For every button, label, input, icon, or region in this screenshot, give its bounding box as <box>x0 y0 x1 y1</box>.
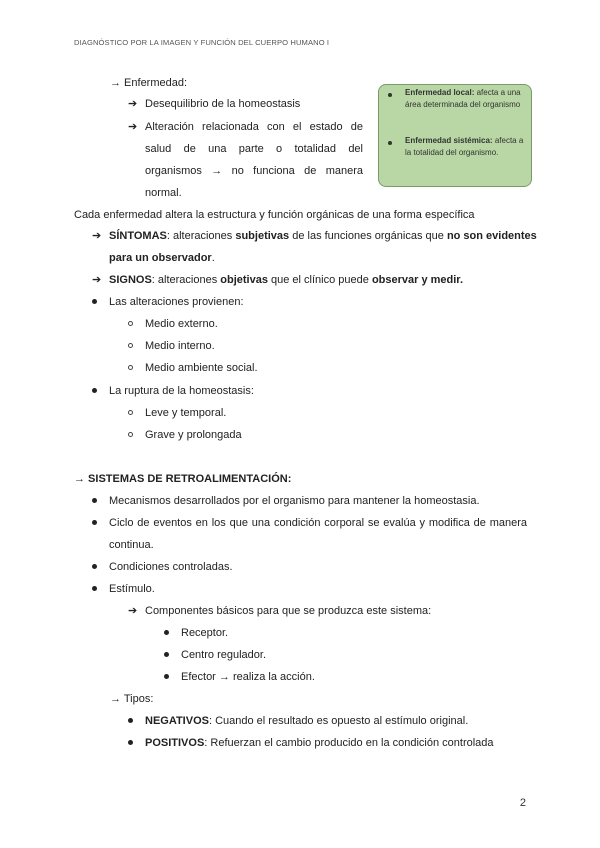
bullet-dot-icon <box>164 674 169 679</box>
arrow-bullet-icon: ➔ <box>92 274 102 286</box>
enfermedad-title: → Enfermedad: <box>110 77 188 89</box>
alteraciones-item: Medio ambiente social. <box>145 362 258 374</box>
bullet-circle-icon <box>128 321 133 326</box>
enfermedad-item2-line2: salud de una parte o totalidad del <box>145 143 363 155</box>
enfermedad-item2-line1: Alteración relacionada con el estado de <box>145 121 363 133</box>
sistemas-bullet1: Mecanismos desarrollados por el organismo para mantener la homeostasia. <box>109 495 480 507</box>
ruptura-title: La ruptura de la homeostasis: <box>109 385 254 397</box>
bullet-dot-icon <box>92 586 97 591</box>
bullet-dot-icon <box>388 93 392 97</box>
componente-item: Efector → realiza la acción. <box>181 671 315 683</box>
callout-local: Enfermedad local: afecta a una área determinada del organismo <box>405 88 521 109</box>
ruptura-item: Grave y prolongada <box>145 429 242 441</box>
alteraciones-title: Las alteraciones provienen: <box>109 296 244 308</box>
bullet-circle-icon <box>128 343 133 348</box>
page-header: DIAGNÓSTICO POR LA IMAGEN Y FUNCIÓN DEL CUERPO HUMANO I <box>74 38 330 47</box>
bullet-dot-icon <box>92 520 97 525</box>
bullet-dot-icon <box>92 299 97 304</box>
enfermedad-item1: Desequilibrio de la homeostasis <box>145 98 301 110</box>
bullet-dot-icon <box>388 141 392 145</box>
tipos-title: → Tipos: <box>110 693 154 705</box>
bullet-circle-icon <box>128 432 133 437</box>
tipo-negativos: NEGATIVOS: Cuando el resultado es opuesto al estímulo original. <box>145 715 469 727</box>
bullet-dot-icon <box>128 740 133 745</box>
sistemas-bullet4: Estímulo. <box>109 583 155 595</box>
bullet-dot-icon <box>128 718 133 723</box>
bullet-circle-icon <box>128 410 133 415</box>
bullet-circle-icon <box>128 365 133 370</box>
alteraciones-item: Medio externo. <box>145 318 218 330</box>
componentes-text: Componentes básicos para que se produzca este sistema: <box>145 605 432 617</box>
enfermedad-item2-line3: organismos → no funciona de manera <box>145 165 363 177</box>
sistemas-title: → SISTEMAS DE RETROALIMENTACIÓN: <box>74 473 292 485</box>
componente-item: Receptor. <box>181 627 229 639</box>
bullet-dot-icon <box>164 652 169 657</box>
arrow-bullet-icon: ➔ <box>128 605 138 617</box>
signos-line: SIGNOS: alteraciones objetivas que el clínico puede observar y medir. <box>109 274 464 286</box>
sintomas-line2: para un observador. <box>109 252 215 264</box>
arrow-bullet-icon: ➔ <box>128 121 138 133</box>
arrow-bullet-icon: ➔ <box>128 98 138 110</box>
sistemas-bullet2-line1: Ciclo de eventos en los que una condición corporal se evalúa y modifica de manera <box>109 517 527 529</box>
enfermedad-item2-line4: normal. <box>145 187 182 199</box>
bullet-dot-icon <box>92 498 97 503</box>
sistemas-bullet2-line2: continua. <box>109 539 154 551</box>
page-number: 2 <box>519 797 526 809</box>
componente-item: Centro regulador. <box>181 649 266 661</box>
bullet-dot-icon <box>92 564 97 569</box>
cada-enfermedad-text: Cada enfermedad altera la estructura y función orgánicas de una forma específica <box>74 209 475 221</box>
callout-sistemica: Enfermedad sistémica: afecta a la totalidad del organismo. <box>405 136 524 157</box>
arrow-bullet-icon: ➔ <box>92 230 102 242</box>
sistemas-bullet3: Condiciones controladas. <box>109 561 233 573</box>
bullet-dot-icon <box>92 388 97 393</box>
callout-box <box>378 84 532 187</box>
sintomas-line1: SÍNTOMAS: alteraciones subjetivas de las funciones orgánicas que no son evidentes <box>109 230 537 242</box>
tipo-positivos: POSITIVOS: Refuerzan el cambio producido en la condición controlada <box>145 737 494 749</box>
ruptura-item: Leve y temporal. <box>145 407 227 419</box>
bullet-dot-icon <box>164 630 169 635</box>
alteraciones-item: Medio interno. <box>145 340 215 352</box>
